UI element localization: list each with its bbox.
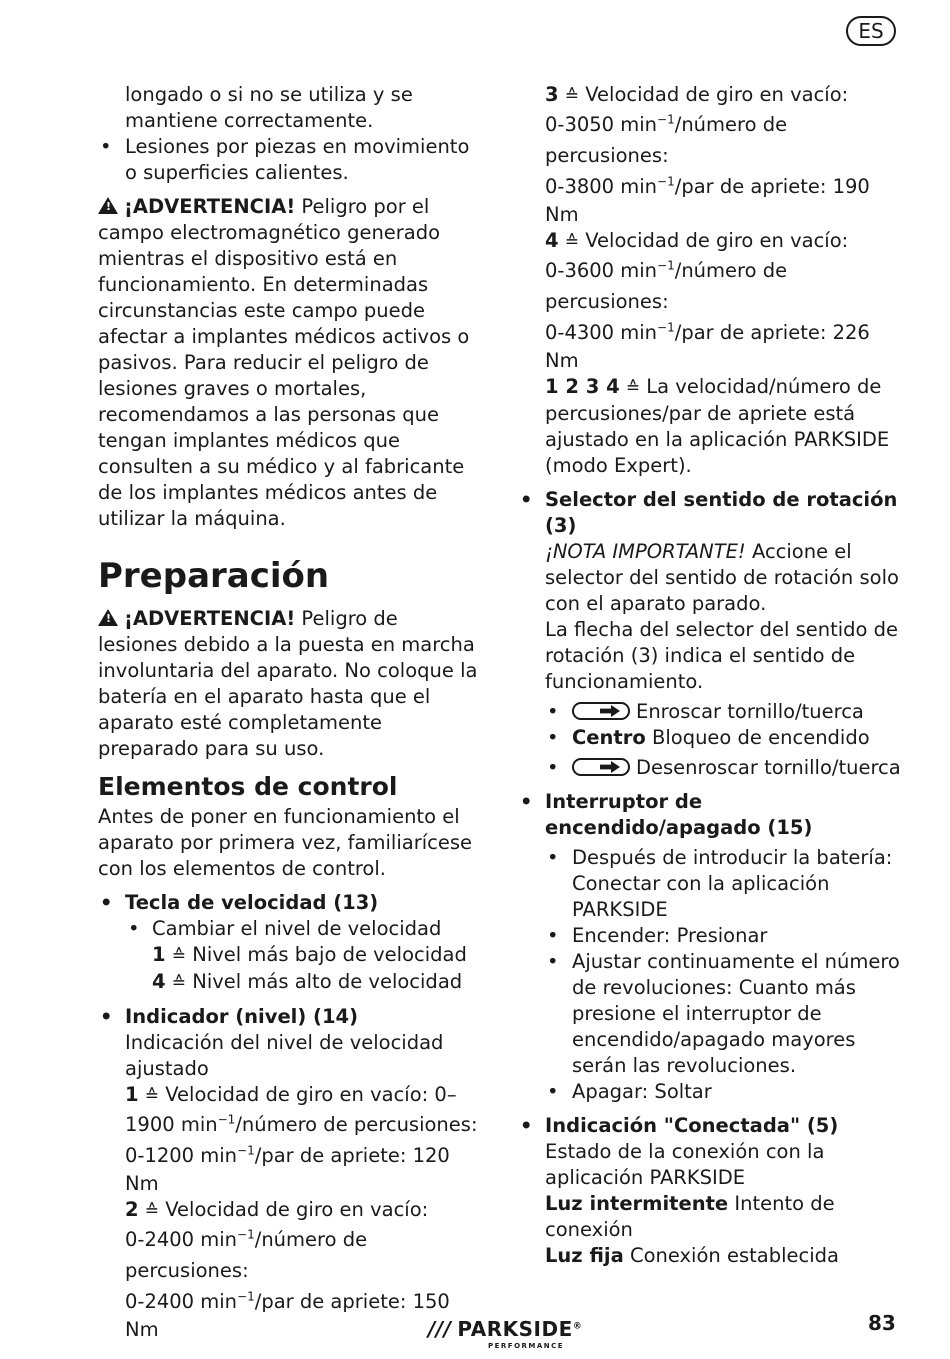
rotation-right-icon xyxy=(572,702,630,720)
brand-logo: /// PARKSIDE® PERFORMANCE xyxy=(428,1317,583,1350)
section-title: Preparación xyxy=(98,556,330,596)
list-item: • Cambiar el nivel de velocidad xyxy=(98,916,483,942)
list-item: • Indicación "Conectada" (5) xyxy=(518,1113,903,1139)
paragraph: La flecha del selector del sentido de rotación (3) indica el sentido de funcionamiento. xyxy=(545,618,899,693)
list-item: • Tecla de velocidad (13) xyxy=(98,890,483,916)
level-line: 1 ≙ Nivel más bajo de velocidad xyxy=(152,943,467,966)
logo-subtext: PERFORMANCE xyxy=(488,1342,565,1350)
logo-stripes-icon: /// xyxy=(428,1317,452,1341)
right-column xyxy=(545,82,903,1269)
warning-paragraph xyxy=(98,194,483,532)
language-badge: ES xyxy=(846,16,896,46)
paragraph: Indicación del nivel de velocidad ajustado xyxy=(125,1031,444,1080)
list-item: • Encender: Presionar xyxy=(545,923,903,949)
level-spec: 1 2 3 4 ≙ La velocidad/número de percusiones/par de apriete está ajustado en la aplicación PARKSIDE (modo Expert). xyxy=(545,375,890,477)
note-paragraph: ¡NOTA IMPORTANTE! Accione el selector del sentido de rotación solo con el aparato parado. xyxy=(545,540,899,615)
list-item: • Lesiones por piezas en movimiento o superficies calientes. xyxy=(98,134,483,186)
list-item: • Apagar: Soltar xyxy=(545,1079,903,1105)
list-item: • Selector del sentido de rotación (3) xyxy=(518,487,903,539)
paragraph: longado o si no se utiliza y se mantiene correctamente. xyxy=(125,83,413,132)
logo-text: PARKSIDE xyxy=(457,1317,573,1341)
page-number: 83 xyxy=(868,1311,896,1335)
paragraph: Luz fija Conexión establecida xyxy=(545,1244,839,1267)
paragraph: Antes de poner en funcionamiento el aparato por primera vez, familiarícese con los elementos de control. xyxy=(98,805,473,880)
list-item: • Centro Bloqueo de encendido xyxy=(545,725,903,751)
list-item: • Desenroscar tornillo/tuerca xyxy=(545,755,903,781)
warning-paragraph xyxy=(98,606,483,762)
list-item: • Indicador (nivel) (14) xyxy=(98,1004,483,1030)
warning-icon: ! xyxy=(98,609,118,626)
list-item: • Ajustar continuamente el número de revoluciones: Cuanto más presione el interruptor de encendido/apagado mayores serán las revoluciones. xyxy=(545,949,903,1079)
warning-text: Peligro de lesiones debido a la puesta en marcha involuntaria del aparato. No coloque la batería en el aparato hasta que el aparato esté completamente preparado para su uso. xyxy=(98,607,478,760)
level-spec: 2 ≙ Velocidad de giro en vacío: 0-2400 $\min^{-1}$/número de percusiones: 0-2400 $\min^{-1}$/par de apriete: 150 Nm xyxy=(125,1198,450,1341)
warning-label: ¡ADVERTENCIA! xyxy=(124,195,296,218)
subsection-title: Elementos de control xyxy=(98,772,398,801)
paragraph: Luz intermitente Intento de conexión xyxy=(545,1192,835,1241)
warning-text: Peligro por el campo electromagnético generado mientras el dispositivo está en funcionamiento. En determinadas circunstancias este campo puede afectar a implantes médicos activos o pasivos. Para reducir el peligro de lesiones graves o mortales, recomendamos a las personas que tengan implantes médicos que consulten a su médico y al fabricante de los implantes médicos antes de utilizar la máquina. xyxy=(98,195,470,530)
level-spec: 1 ≙ Velocidad de giro en vacío: 0– 1900 $\min^{-1}$/número de percusiones: 0-1200 $\min^{-1}$/par de apriete: 120 Nm xyxy=(125,1083,478,1195)
left-column xyxy=(98,82,483,1343)
rotation-left-icon xyxy=(572,758,630,776)
list-item: • Interruptor de encendido/apagado (15) xyxy=(518,789,903,841)
list-item: • Después de introducir la batería: Conectar con la aplicación PARKSIDE xyxy=(545,845,903,923)
level-line: 4 ≙ Nivel más alto de velocidad xyxy=(152,970,463,993)
warning-label: ¡ADVERTENCIA! xyxy=(124,607,296,630)
warning-icon: ! xyxy=(98,197,118,214)
paragraph: Estado de la conexión con la aplicación PARKSIDE xyxy=(545,1140,825,1189)
list-item: • Enroscar tornillo/tuerca xyxy=(545,699,903,725)
level-spec: 4 ≙ Velocidad de giro en vacío: 0-3600 $\min^{-1}$/número de percusiones: 0-4300 $\min^{-1}$/par de apriete: 226 Nm xyxy=(545,229,870,372)
level-spec: 3 ≙ Velocidad de giro en vacío: 0-3050 $\min^{-1}$/número de percusiones: 0-3800 $\min^{-1}$/par de apriete: 190 Nm xyxy=(545,83,870,226)
